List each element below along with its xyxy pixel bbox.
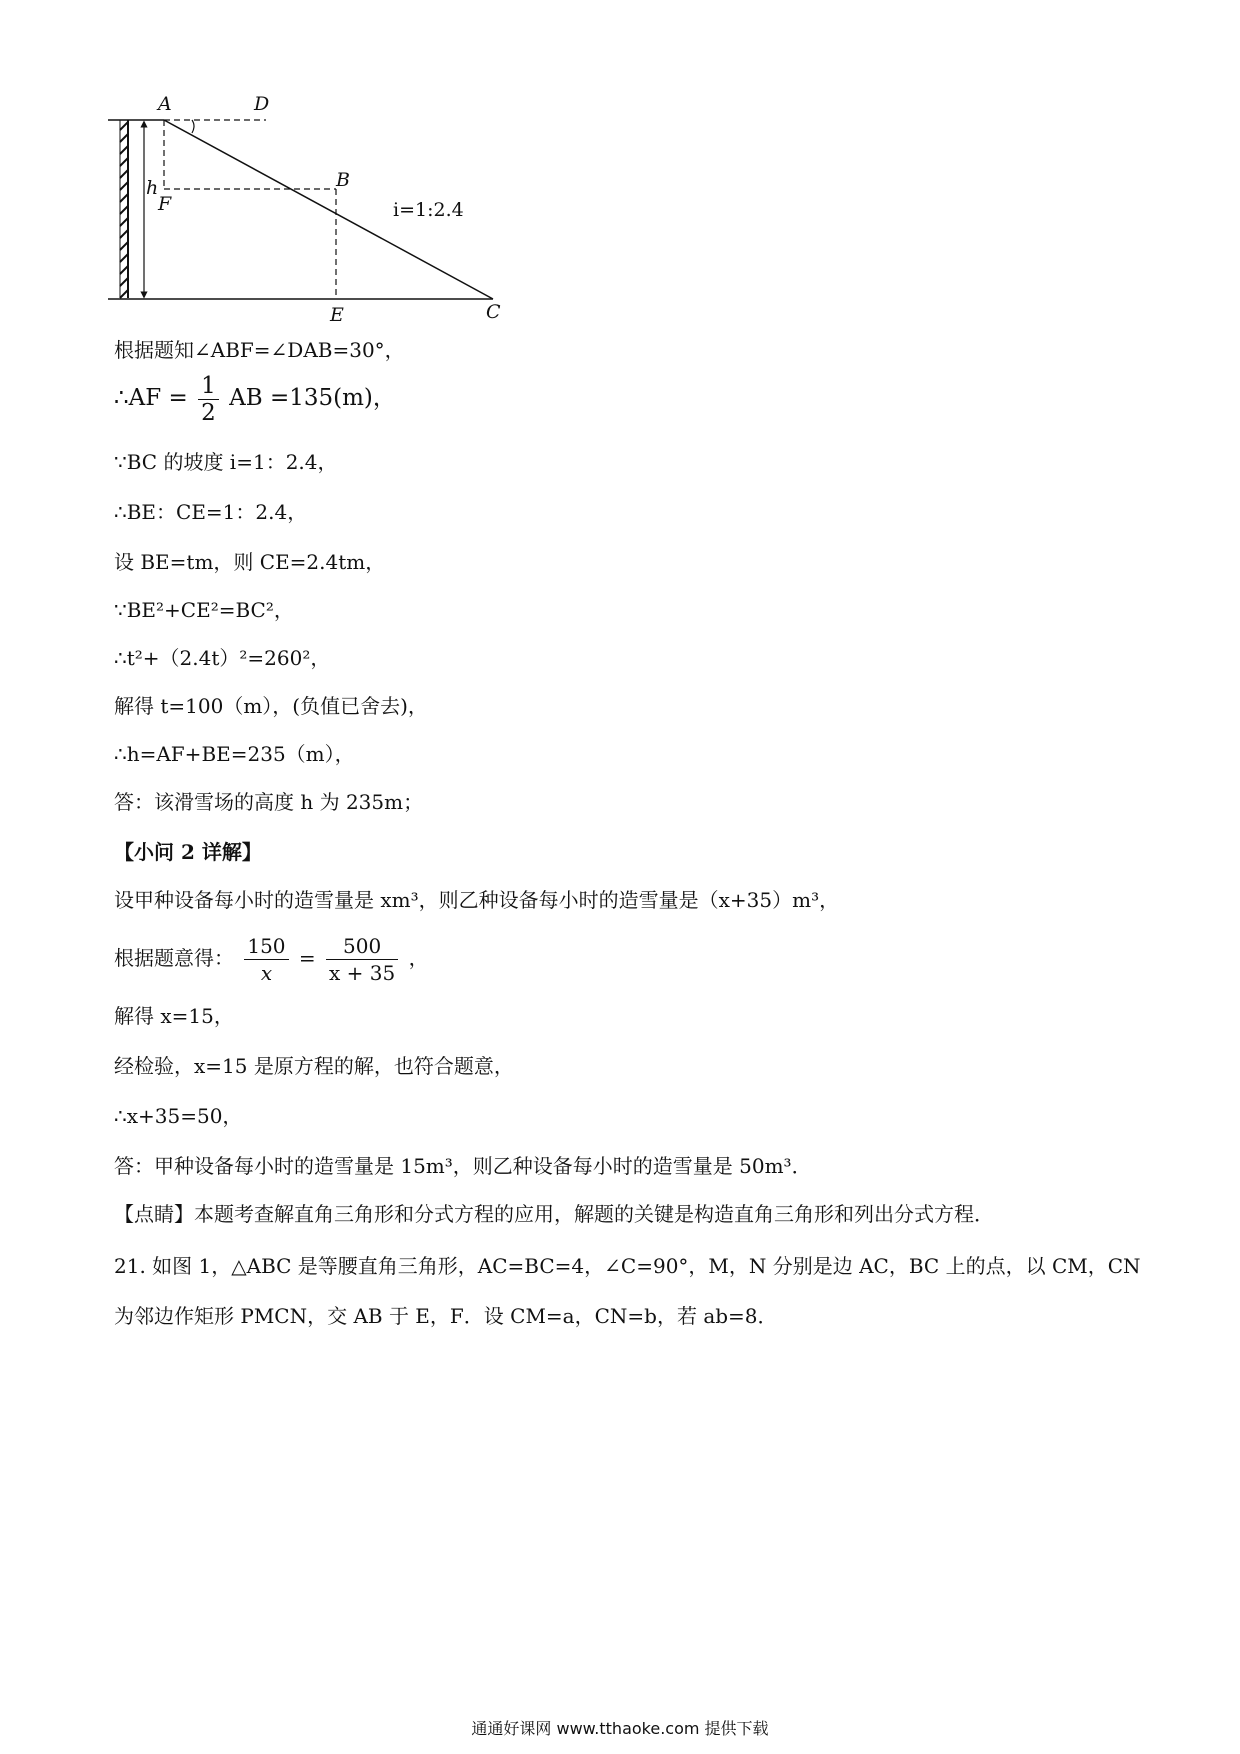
label-h: h: [146, 177, 159, 199]
label-e: E: [330, 304, 344, 326]
solution-line-7: ∴t²+（2.4t）²=260²，: [114, 646, 331, 670]
fraction-denominator: x + 35: [329, 961, 396, 985]
equation-line: [114, 928, 429, 988]
solution-line-10: 答：该滑雪场的高度 h 为 235m；: [114, 790, 424, 814]
solution-line-12: 设甲种设备每小时的造雪量是 xm³，则乙种设备每小时的造雪量是（x+35）m³，: [114, 888, 840, 912]
solution-line-2: [114, 372, 396, 426]
solution-line-4: ∴BE：CE=1：2.4，: [114, 500, 308, 524]
solution-line-9: ∴h=AF+BE=235（m），: [114, 742, 355, 766]
fraction-500-x35: [326, 933, 398, 986]
solution-line-1: 根据题知∠ABF=∠DAB=30°，: [114, 338, 405, 362]
fraction-half: [198, 373, 219, 426]
problem-21-line-1: 21. 如图 1，△ABC 是等腰直角三角形，AC=BC=4，∠C=90°，M，N 分别是边 AC，BC 上的点，以 CM，CN: [114, 1254, 1141, 1278]
fraction-150-x: [244, 933, 288, 986]
solution-line-3: ∵BC 的坡度 i=1：2.4，: [114, 450, 338, 474]
part2-heading: 【小问 2 详解】: [114, 840, 262, 864]
problem-21-line-2: 为邻边作矩形 PMCN，交 AB 于 E，F．设 CM=a，CN=b，若 ab=8．: [114, 1304, 778, 1328]
key-point: 【点睛】本题考查解直角三角形和分式方程的应用，解题的关键是构造直角三角形和列出分式方程．: [114, 1202, 994, 1226]
solution-line-8: 解得 t=100（m），(负值已舍去)，: [114, 694, 428, 718]
slope-ratio-label: i=1:2.4: [393, 199, 464, 221]
label-a: A: [158, 93, 172, 115]
slope-diagram: [108, 88, 568, 328]
fraction-numerator: 1: [198, 373, 219, 400]
af-prefix: ∴AF =: [114, 385, 188, 411]
label-b: B: [336, 169, 350, 191]
af-suffix: AB =135(m)，: [229, 385, 396, 411]
equation-prefix: 根据题意得：: [114, 946, 234, 970]
solution-line-5: 设 BE=tm，则 CE=2.4tm，: [114, 550, 386, 574]
solution-line-6: ∵BE²+CE²=BC²，: [114, 598, 294, 622]
equation-suffix: ，: [408, 946, 429, 970]
solution-line-17: 答：甲种设备每小时的造雪量是 15m³，则乙种设备每小时的造雪量是 50m³．: [114, 1154, 812, 1178]
fraction-denominator: 2: [201, 400, 216, 426]
label-c: C: [486, 301, 501, 323]
wall-hatching: [120, 120, 128, 298]
footer-text: 通通好课网 www.tthaoke.com 提供下载: [471, 1719, 769, 1738]
equals-sign: =: [298, 946, 316, 970]
fraction-denominator: x: [260, 961, 273, 985]
label-d: D: [254, 93, 270, 115]
solution-line-15: 经检验，x=15 是原方程的解，也符合题意，: [114, 1054, 514, 1078]
solution-line-16: ∴x+35=50，: [114, 1104, 243, 1128]
label-f: F: [158, 193, 172, 215]
solution-line-14: 解得 x=15，: [114, 1004, 234, 1028]
fraction-numerator: 500: [326, 933, 398, 960]
fraction-numerator: 150: [244, 933, 288, 960]
